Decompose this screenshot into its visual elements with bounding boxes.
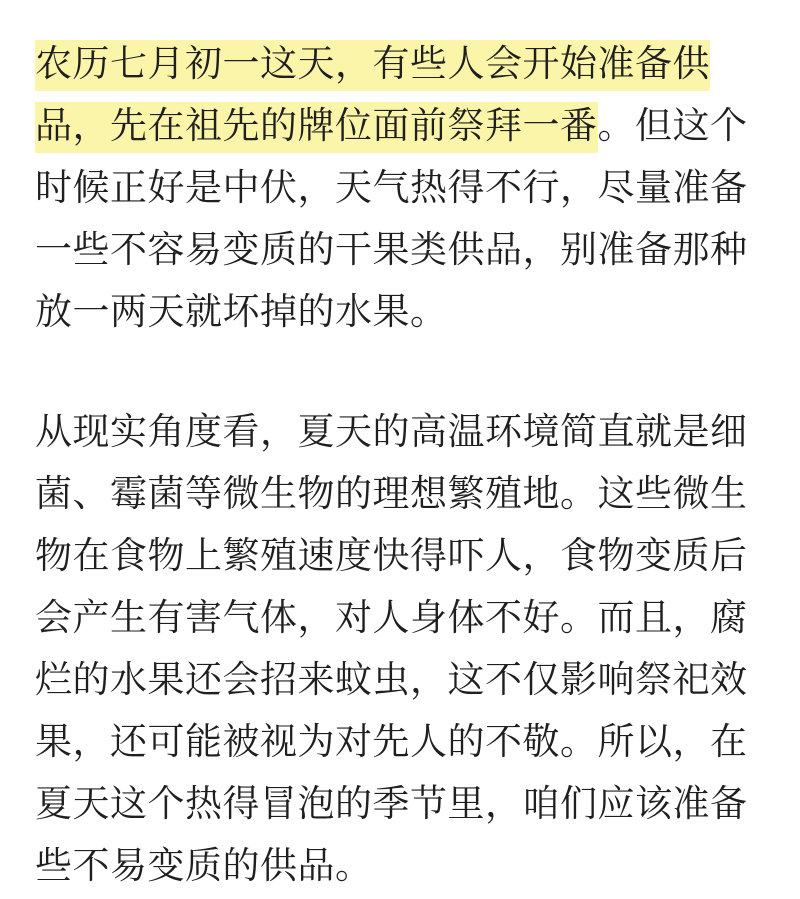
- paragraph-line: 从现实角度看，夏天的高温环境简直就是细: [35, 410, 748, 453]
- highlighted-text: 农历七月初一这天，有些人会开始准备供: [35, 40, 710, 91]
- paragraph-line: 放一两天就坏掉的水果。: [35, 290, 448, 333]
- paragraph-line: [35, 33, 775, 95]
- paragraph-line: 烂的水果还会招来蚊虫，这不仅影响祭祀效: [35, 658, 748, 701]
- paragraph-line: 夏天这个热得冒泡的季节里，咱们应该准备: [35, 782, 748, 825]
- paragraph-line: [35, 95, 775, 157]
- paragraph-line: 些不易变质的供品。: [35, 844, 373, 887]
- paragraph-line: 物在食物上繁殖速度快得吓人，食物变质后: [35, 534, 748, 577]
- paragraph-line: 一些不容易变质的干果类供品，别准备那种: [35, 228, 748, 271]
- paragraph-gap: [35, 343, 775, 401]
- paragraph-line: 菌、霉菌等微生物的理想繁殖地。这些微生: [35, 472, 748, 515]
- paragraph-line: 会产生有害气体，对人身体不好。而且，腐: [35, 596, 748, 639]
- plain-text: 。但这个: [597, 104, 748, 147]
- paragraph-line: 果，还可能被视为对先人的不敬。所以，在: [35, 720, 748, 763]
- paragraph-1: [35, 33, 775, 343]
- highlighted-text: 品，先在祖先的牌位面前祭拜一番: [35, 102, 598, 153]
- paragraph-2: [35, 401, 775, 897]
- paragraph-line: 时候正好是中伏，天气热得不行，尽量准备: [35, 166, 748, 209]
- article-body: [35, 33, 775, 897]
